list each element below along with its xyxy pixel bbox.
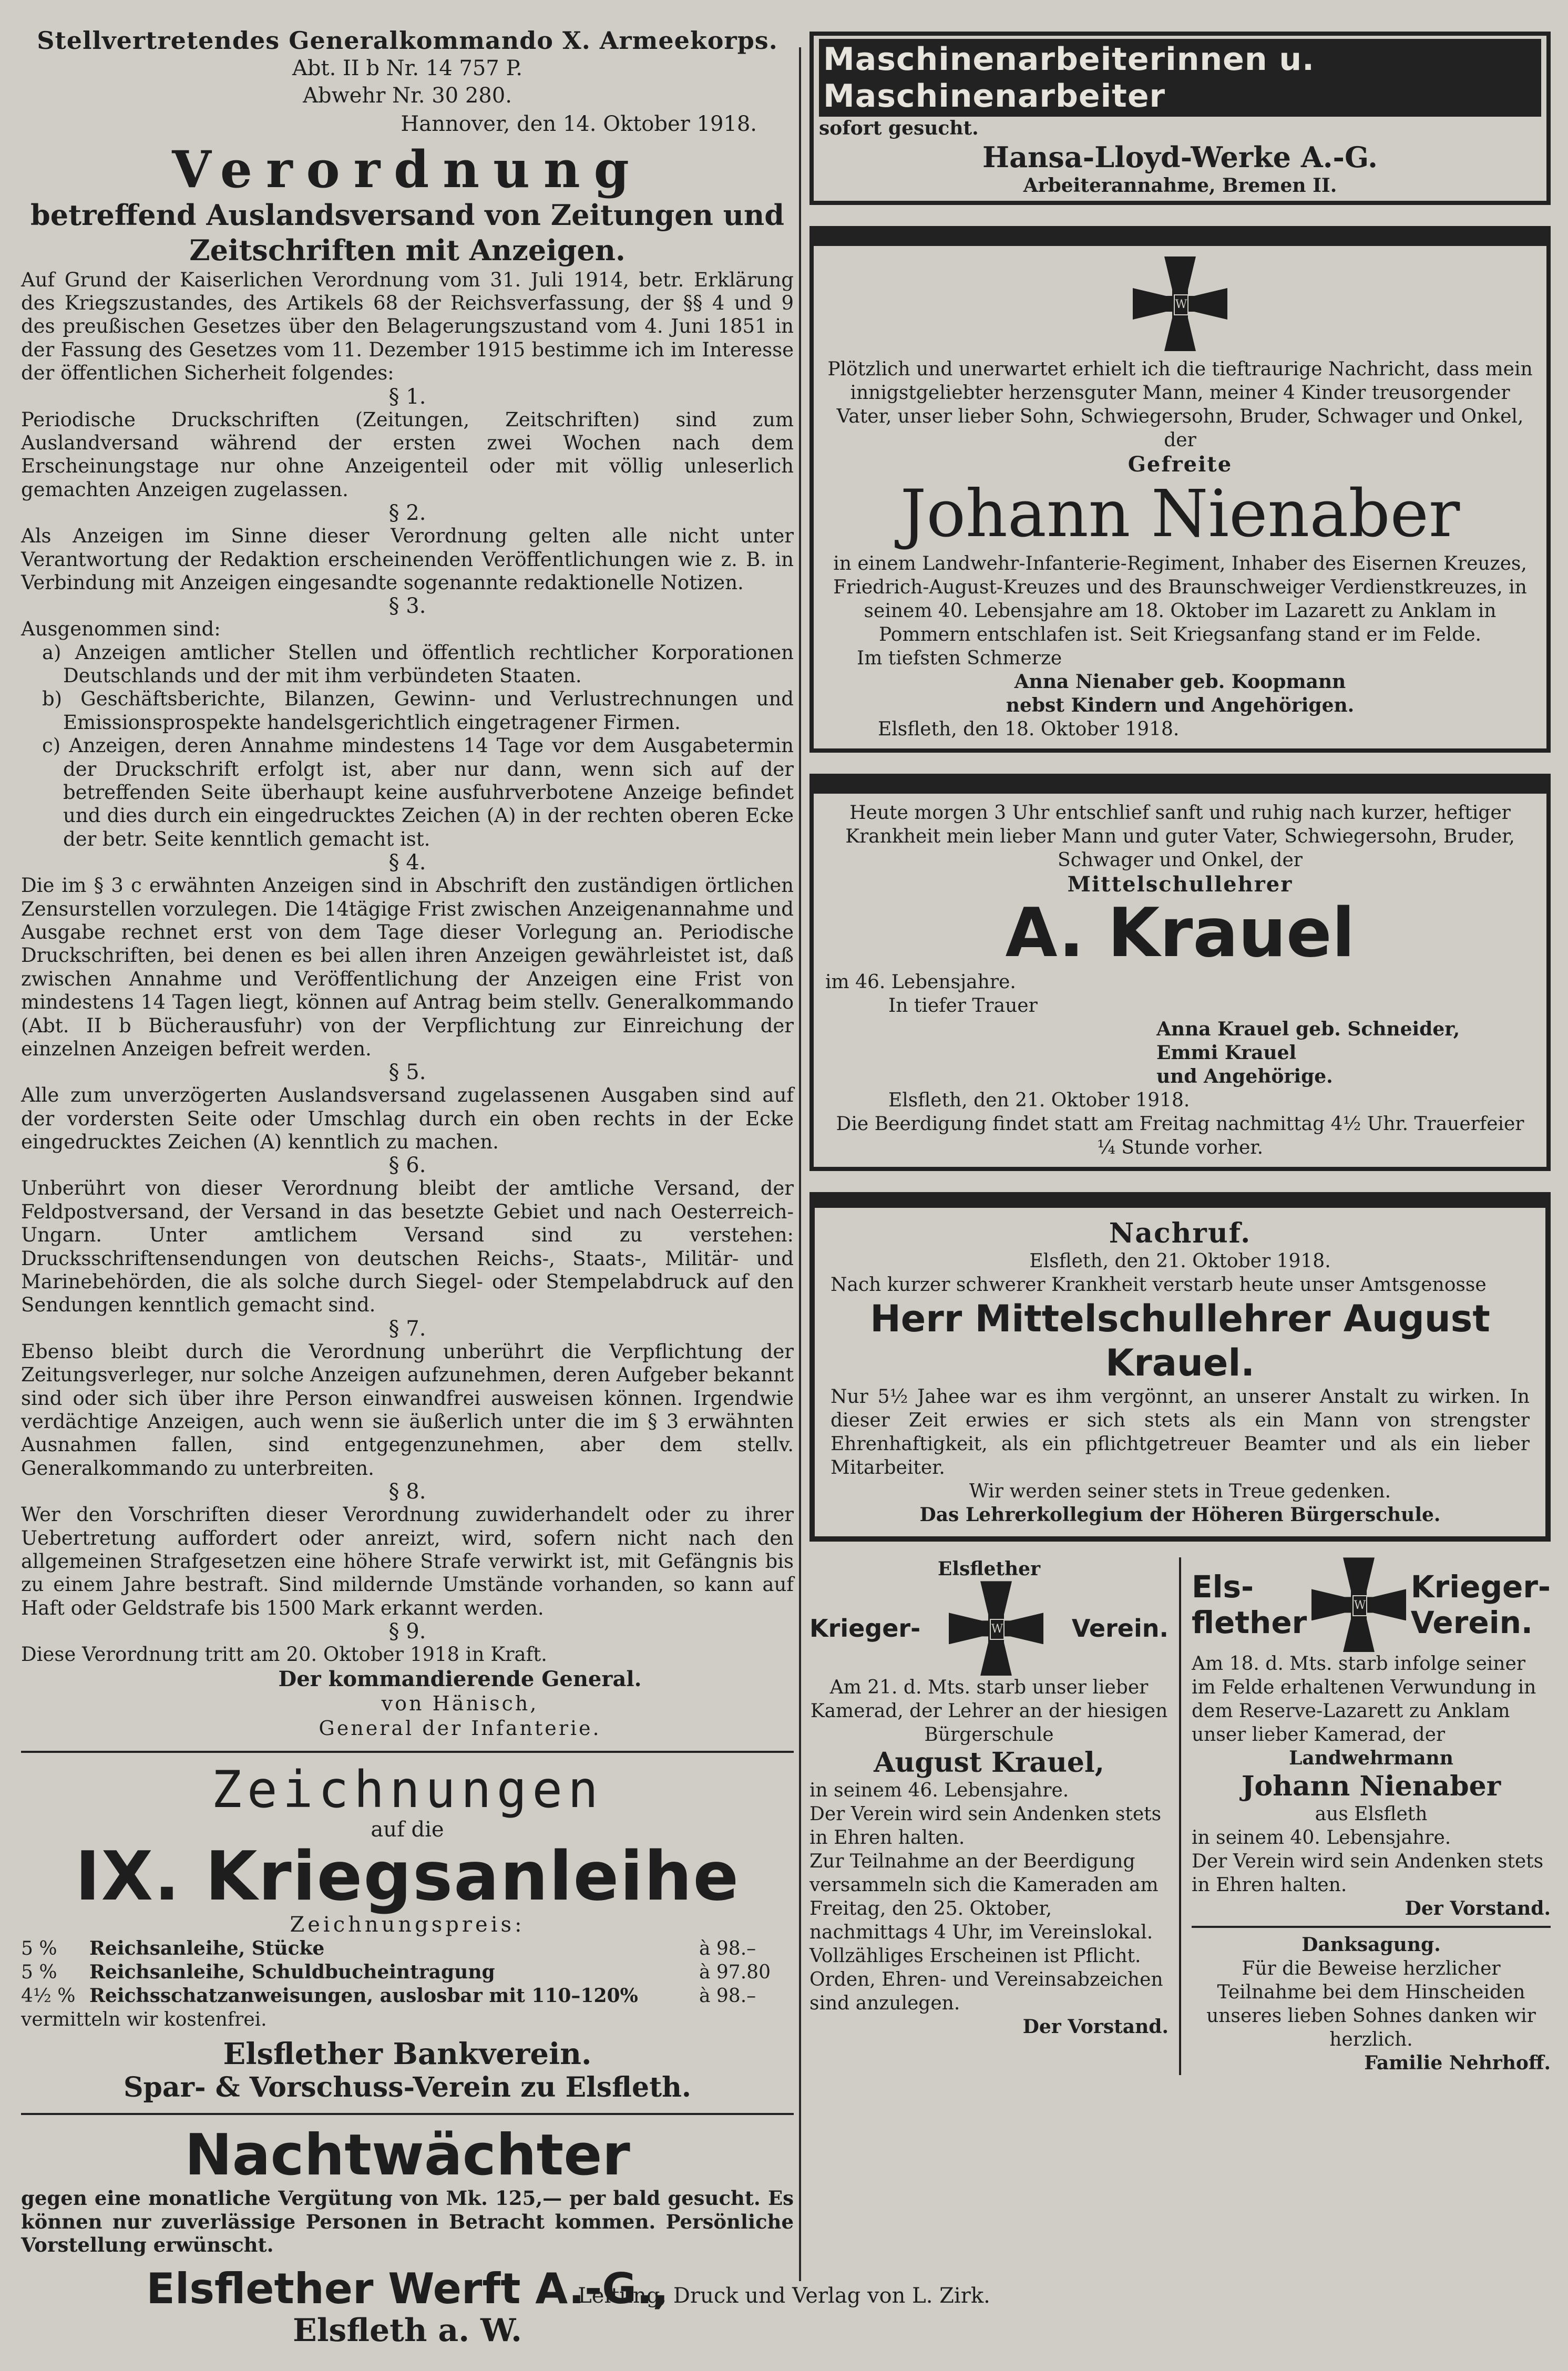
maschinen-company: Hansa-Lloyd-Werke A.-G. <box>982 140 1378 174</box>
verein-word: Els- <box>1192 1569 1254 1605</box>
obituary-date: Elsfleth, den 21. Oktober 1918. <box>888 1090 1190 1112</box>
verein-word-right: Verein. <box>1071 1614 1169 1643</box>
verein-header <box>809 1581 1169 1676</box>
rate-percent: 4½ % <box>21 1985 76 2007</box>
nachruf-text: Nur 5½ Jahee war es ihm vergönnt, an unserer Anstalt zu wirken. In dieser Zeit erwies er sich stets als ein Mann von strengster Ehrenhaftigkeit, als ein pflichtgetreuer Beamter und als ein lieber Mitarbeiter. <box>831 1386 1530 1479</box>
krieger-verein-notices <box>809 1557 1551 2075</box>
auf-die: auf die <box>371 1818 444 1842</box>
verordnung-subtitle-1: betreffend Auslandsversand von Zeitungen und <box>30 198 784 232</box>
obituary-intro: Plötzlich und unerwartet erhielt ich die tieftraurige Nachricht, dass mein innigstgeliebter herzensguter Mann, meiner 4 Kinder treusorgender Vater, unser lieber Sohn, Schwiegersohn, Bruder, Schwager und Onkel, der <box>827 358 1533 451</box>
nachruf-name: Herr Mittelschullehrer August Krauel. <box>870 1297 1490 1385</box>
nachtwaechter-text: gegen eine monatliche Vergütung von Mk. 125,— per bald gesucht. Es können nur zuverlässige Personen in Betracht kommen. Persönliche Vorstellung erwünscht. <box>21 2187 794 2257</box>
obituary-widow: Anna Nienaber geb. Koopmann <box>1014 670 1346 693</box>
verein-word: flether <box>1192 1605 1307 1641</box>
divider <box>21 2113 794 2115</box>
obituary-rank: Gefreite <box>1128 452 1233 477</box>
verein-age: in seinem 46. Lebensjahre. <box>809 1780 1069 1802</box>
verein-age: in seinem 40. Lebensjahre. <box>1192 1827 1451 1849</box>
obituary-date: Elsfleth, den 18. Oktober 1918. <box>878 718 1180 740</box>
paragraph-text: Alle zum unverzögerten Auslandsversand zugelassenen Ausgaben sind auf der vordersten Seite oder Umschlag durch ein oben rechts in der Ecke eingedrucktes Zeichen (A) kenntlich zu machen. <box>21 1084 794 1154</box>
verein-signature: Der Vorstand. <box>1022 2016 1169 2038</box>
verein-header <box>1192 1557 1551 1652</box>
verein-top: Elsflether <box>937 1558 1041 1580</box>
verein-left-words <box>1192 1569 1307 1640</box>
left-column <box>21 26 794 2349</box>
command-header: Stellvertretendes Generalkommando X. Armeekorps. <box>37 26 778 55</box>
paragraph-text: Ebenso bleibt durch die Verordnung unberührt die Verpflichtung der Zeitungsverleger, nur solche Anzeigen aufzunehmen, deren Aufgeber bekannt sind oder sich über ihre Person einwandfrei ausweisen können. Irgendwie verdächtige Anzeigen, auch wenn sie äußerlich unter die im § 3 erwähnten Ausnahmen fallen, sind entgegenzunehmen, aber dem stellv. Generalkommando zu unterbreiten. <box>21 1340 794 1480</box>
verein-word-left: Krieger- <box>809 1614 921 1643</box>
paragraph-label: § 6. <box>388 1153 426 1178</box>
obituary-grief: In tiefer Trauer <box>888 995 1038 1017</box>
rate-name: Reichsanleihe, Schuldbucheintragung <box>89 1961 495 1983</box>
obituary-name: A. Krauel <box>1005 894 1355 972</box>
list-item: b) Geschäftsberichte, Bilanzen, Gewinn- und Verlustrechnungen und Emissionsprospekte handelsgerichtlich eingetragener Firmen. <box>42 687 794 734</box>
verordnung-title: Verordnung <box>172 140 643 199</box>
bank-name-2: Spar- & Vorschuss-Verein zu Elsfleth. <box>123 2071 691 2103</box>
verordnung-subtitle-2: Zeitschriften mit Anzeigen. <box>189 233 626 268</box>
abwehr-number: Abwehr Nr. 30 280. <box>303 84 512 108</box>
list-item: a) Anzeigen amtlicher Stellen und öffentlich rechtlicher Korporationen Deutschlands und der mit ihm verbündeten Staaten. <box>42 641 794 687</box>
paragraph-label: § 8. <box>388 1480 426 1504</box>
divider <box>21 1751 794 1753</box>
iron-cross-icon: W <box>1311 1557 1406 1652</box>
verein-text: Am 18. d. Mts. starb infolge seiner im Felde erhaltenen Verwundung in dem Reserve-Lazarett zu Anklam unser lieber Kamerad, der <box>1192 1653 1536 1746</box>
paragraph-text: Unberührt von dieser Verordnung bleibt der amtliche Versand, der Feldpostversand, der Versand in das besetzte Gebiet und nach Oesterreich-Ungarn. Unter amtlichem Versand sind zu verstehen: Drucksschriftensendungen von deutschen Reichs-, Staats-, Militär- und Marinebehörden, die als solche durch Siegel- oder Stempelabdruck auf den Sendungen kenntlich gemacht sind. <box>21 1177 794 1317</box>
nachtwaechter-title: Nachtwächter <box>185 2122 630 2188</box>
obituary-intro: Heute morgen 3 Uhr entschlief sanft und ruhig nach kurzer, heftiger Krankheit mein lieber Mann und guter Vater, Schwiegersohn, Bruder, Schwager und Onkel, der <box>845 802 1515 871</box>
column-divider <box>799 47 801 2281</box>
nachruf-intro: Nach kurzer schwerer Krankheit verstarb heute unser Amtsgenosse <box>831 1274 1487 1296</box>
danksagung-text: Für die Beweise herzlicher Teilnahme bei dem Hinscheiden unseres lieben Sohnes danken wir herzlich. <box>1206 1958 1536 2051</box>
verein-name: August Krauel, <box>874 1747 1104 1779</box>
list-item: c) Anzeigen, deren Annahme mindestens 14 Tage vor dem Ausgabetermin der Druckschrift erfolgt ist, aber nur dann, wenn sich auf der betreffenden Seite überhaupt keine ausfuhrverbotene Anzeige befindet und dies durch ein eingedrucktes Zeichen (A) in der rechten oberen Ecke der betr. Seite kenntlich gemacht ist. <box>42 734 794 850</box>
iron-cross-icon: W <box>825 256 1535 351</box>
nachruf-closing: Wir werden seiner stets in Treue gedenken. <box>969 1481 1391 1503</box>
kriegsanleihe-ad <box>21 1762 794 2103</box>
rate-name: Reichsschatzanweisungen, auslosbar mit 110–120% <box>89 1984 638 2007</box>
paragraph-label: § 4. <box>388 850 426 875</box>
rate-percent: 5 % <box>21 1937 57 1959</box>
verein-word: Krieger- <box>1410 1569 1551 1605</box>
nachruf-signature: Das Lehrerkollegium der Höheren Bürgerschule. <box>919 1504 1441 1526</box>
danksagung-title: Danksagung. <box>1301 1934 1441 1956</box>
paragraph-label: § 9. <box>388 1619 426 1644</box>
nachtwaechter-ad <box>21 2124 794 2349</box>
obituary-text: in einem Landwehr-Infanterie-Regiment, Inhaber des Eisernen Kreuzes, Friedrich-August-Kreuzes und des Braunschweiger Verdienstkreuzes, in seinem 40. Lebensjahre am 18. Oktober im Lazarett zu Anklam in Pommern entschlafen ist. Seit Kriegsanfang stand er im Felde. <box>833 552 1527 645</box>
obituary-signer-1: Anna Krauel geb. Schneider, <box>1156 1018 1460 1041</box>
verein-from: aus Elsfleth <box>1315 1803 1428 1825</box>
obituary-age: im 46. Lebensjahre. <box>825 971 1016 993</box>
publisher-footer: Leitung, Druck und Verlag von L. Zirk. <box>578 2284 990 2308</box>
obituary-signer-3: und Angehörige. <box>1156 1065 1333 1088</box>
rate-name: Reichsanleihe, Stücke <box>89 1937 325 1959</box>
maschinen-dept: Arbeiterannahme, Bremen II. <box>1023 175 1337 197</box>
paragraph-label: § 2. <box>388 501 426 526</box>
dept-number: Abt. II b Nr. 14 757 P. <box>292 56 522 80</box>
verein-text: Zur Teilnahme an der Beerdigung versammeln sich die Kameraden am Freitag, den 25. Oktober, nachmittags 4 Uhr, im Vereinslokal. <box>809 1851 1159 1944</box>
obituary-name: Johann Nienaber <box>900 476 1460 552</box>
vermitteln-text: vermitteln wir kostenfrei. <box>21 2008 267 2030</box>
obituary-funeral: Die Beerdigung findet statt am Freitag nachmittag 4½ Uhr. Trauerfeier ¼ Stunde vorher. <box>836 1113 1524 1159</box>
paragraph-label: § 3. <box>388 594 426 619</box>
paragraph-label: § 1. <box>388 384 426 409</box>
paragraph-text: Periodische Druckschriften (Zeitungen, Zeitschriften) sind zum Auslandversand während der ersten zwei Wochen nach dem Erscheinungstage nur ohne Anzeigenteil oder mit völlig unleserlich gemachten Anzeigen zugelassen. <box>21 408 794 501</box>
verein-rank: Landwehrmann <box>1289 1747 1453 1770</box>
verein-text: Vollzähliges Erscheinen ist Pflicht. Orden, Ehren- und Vereinsabzeichen sind anzulegen. <box>809 1945 1163 2015</box>
bank-name-1: Elsflether Bankverein. <box>223 2036 592 2071</box>
paragraph-text: Diese Verordnung tritt am 20. Oktober 1918 in Kraft. <box>21 1643 547 1666</box>
paragraph-label: § 5. <box>388 1060 426 1085</box>
rate-row <box>21 1961 794 1984</box>
verein-right-words <box>1411 1569 1551 1640</box>
obituary-nienaber <box>809 226 1551 753</box>
intro-text: Auf Grund der Kaiserlichen Verordnung vom 31. Juli 1914, betr. Erklärung des Kriegszustandes, des Artikels 68 der Reichsverfassung, der §§ 4 und 9 des preußischen Gesetzes über den Belagerungszustand vom 4. Juni 1851 in der Fassung des Gesetzes vom 11. Dezember 1915 bestimme ich im Interesse der öffentlichen Sicherheit folgendes: <box>21 268 794 385</box>
paragraph-text: Als Anzeigen im Sinne dieser Verordnung gelten alle nicht unter Verantwortung der Redaktion erscheinenden Veröffentlichungen wie z. B. in Verbindung mit Anzeigen eingesandte sogenannte redaktionelle Notizen. <box>21 525 794 594</box>
krieger-verein-left <box>809 1557 1169 2075</box>
signature-name: von Hänisch, <box>381 1691 539 1715</box>
paragraph-text: Wer den Vorschriften dieser Verordnung zuwiderhandelt oder zu ihrer Uebertretung auffordert oder anreizt, wird, sofern nicht nach den allgemeinen Strafgesetzen eine höhere Strafe verwirkt ist, mit Gefängnis bis zu einem Jahre bestraft. Sind mildernde Umstände vorhanden, so kann auf Haft oder Geldstrafe bis 1500 Mark erkannt werden. <box>21 1503 794 1619</box>
signature-title: Der kommandierende General. <box>278 1666 642 1691</box>
krieger-verein-right <box>1179 1557 1551 2075</box>
zeichnungspreis-label: Zeichnungspreis: <box>290 1912 525 1937</box>
danksagung-signature: Familie Nehrhoff. <box>1364 2052 1551 2075</box>
verordnung-notice <box>21 26 794 1741</box>
obituary-signer-2: Emmi Krauel <box>1156 1042 1297 1064</box>
rate-percent: 5 % <box>21 1961 57 1983</box>
divider <box>1192 1926 1551 1928</box>
nachruf <box>809 1192 1551 1542</box>
iron-cross-icon: W <box>949 1581 1043 1676</box>
signature-rank: General der Infanterie. <box>319 1717 601 1740</box>
zeichnungen-heading: Zeichnungen <box>211 1760 603 1819</box>
dateline: Hannover, den 14. Oktober 1918. <box>401 112 757 136</box>
paragraph-text: Ausgenommen sind: <box>21 618 221 641</box>
rate-price: à 97.80 <box>699 1961 771 1983</box>
kriegsanleihe-title: IX. Kriegsanleihe <box>75 1838 740 1916</box>
obituary-grief: Im tiefsten Schmerze <box>857 647 1062 669</box>
nachruf-title: Nachruf. <box>1109 1217 1252 1250</box>
rate-price: à 98.– <box>699 1937 756 1959</box>
company-place: Elsfleth a. W. <box>293 2312 522 2349</box>
maschinen-ad <box>809 32 1551 205</box>
company-name: Elsflether Werft A.-G., <box>146 2264 669 2314</box>
rate-price: à 98.– <box>699 1985 756 2007</box>
obituary-family: nebst Kindern und Angehörigen. <box>1006 694 1355 716</box>
obituary-krauel <box>809 774 1551 1172</box>
verein-text: Der Verein wird sein Andenken stets in Ehren halten. <box>809 1803 1162 1849</box>
right-column <box>809 32 1551 2075</box>
maschinen-sub: sofort gesucht. <box>819 117 979 139</box>
maschinen-title: Maschinenarbeiterinnen u. Maschinenarbeiter <box>819 39 1541 117</box>
verein-text: Am 21. d. Mts. starb unser lieber Kamerad, der Lehrer an der hiesigen Bürgerschule <box>810 1677 1168 1746</box>
paragraph-text: Die im § 3 c erwähnten Anzeigen sind in Abschrift den zuständigen örtlichen Zensurstellen vorzulegen. Die 14tägige Frist zwischen Anzeigenannahme und Ausgabe rechnet erst von dem Tage dieser Vorlegung an. Periodische Druckschriften, bei denen es bei allen ihren Anzeigen gewährleistet ist, daß zwischen Annahme und Veröffentlichung der Anzeigen eine Frist von mindestens 14 Tagen liegt, können auf Antrag beim stellv. Generalkommando (Abt. II b Bücherausfuhr) von der Verpflichtung zur Einreichung der einzelnen Anzeigen befreit werden. <box>21 874 794 1060</box>
rate-row <box>21 1937 794 1961</box>
verein-signature: Der Vorstand. <box>1405 1897 1551 1920</box>
obituary-rank: Mittelschullehrer <box>1067 871 1293 897</box>
verein-text: Der Verein wird sein Andenken stets in Ehren halten. <box>1192 1851 1544 1896</box>
nachruf-date: Elsfleth, den 21. Oktober 1918. <box>1029 1250 1331 1272</box>
rate-row <box>21 1984 794 2008</box>
paragraph-label: § 7. <box>388 1316 426 1341</box>
verein-name: Johann Nienaber <box>1241 1770 1501 1803</box>
verein-word: Verein. <box>1410 1605 1533 1641</box>
